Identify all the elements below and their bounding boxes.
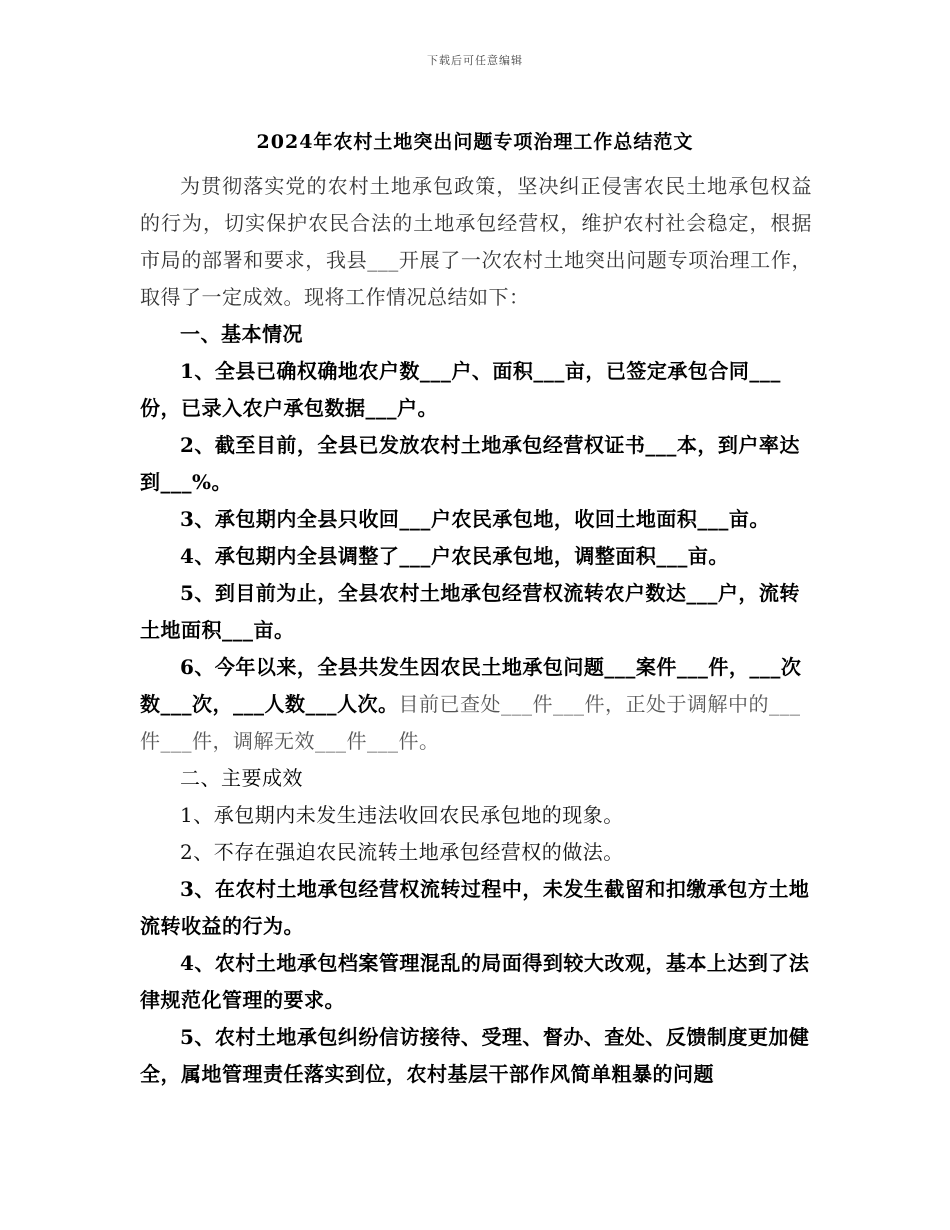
basic-item-4: 4、承包期内全县调整了___户农民承包地，调整面积___亩。	[180, 544, 729, 568]
basic-item-6-light: 目前已查处___件___件，正处于调解中的___件___件，调解无效___件___件。	[140, 692, 801, 753]
result-item-4: 4、农村土地承包档案管理混乱的局面得到较大改观，基本上达到了法律规范化管理的要求。	[140, 951, 810, 1012]
section-heading-basic: 一、基本情况	[180, 322, 303, 346]
basic-item-2: 2、截至目前，全县已发放农村土地承包经营权证书___本，到户率达到___%。	[140, 433, 800, 494]
section-heading-results: 二、主要成效	[180, 766, 303, 790]
basic-item-6-bold: 6、今年以来，全县共发生因农民土地承包问题___案件___件，___次数___次，___人数___人次。	[140, 655, 802, 716]
basic-item-6	[140, 649, 812, 760]
basic-item-3: 3、承包期内全县只收回___户农民承包地，收回土地面积___亩。	[180, 507, 770, 531]
document-body	[140, 168, 812, 1093]
result-item-1: 1、承包期内未发生违法收回农民承包地的现象。	[180, 803, 624, 827]
result-item-5: 5、农村土地承包纠纷信访接待、受理、督办、查处、反馈制度更加健全，属地管理责任落实到位，农村基层干部作风简单粗暴的问题	[140, 1025, 810, 1086]
intro-paragraph: 为贯彻落实党的农村土地承包政策，坚决纠正侵害农民土地承包权益的行为，切实保护农民合法的土地承包经营权，维护农村社会稳定，根据市局的部署和要求，我县___开展了一次农村土地突出问题专项治理工作，取得了一定成效。现将工作情况总结如下：	[140, 174, 812, 309]
basic-item-1: 1、全县已确权确地农户数___户、面积___亩，已签定承包合同___份，已录入农户承包数据___户。	[140, 359, 781, 420]
basic-item-5: 5、到目前为止，全县农村土地承包经营权流转农户数达___户，流转土地面积___亩。	[140, 581, 800, 642]
document-title: 2024年农村土地突出问题专项治理工作总结范文	[256, 131, 694, 153]
result-item-3: 3、在农村土地承包经营权流转过程中，未发生截留和扣缴承包方土地流转收益的行为。	[140, 877, 810, 938]
header-note: 下载后可任意编辑	[427, 54, 523, 67]
result-item-2: 2、不存在强迫农民流转土地承包经营权的做法。	[180, 840, 624, 864]
